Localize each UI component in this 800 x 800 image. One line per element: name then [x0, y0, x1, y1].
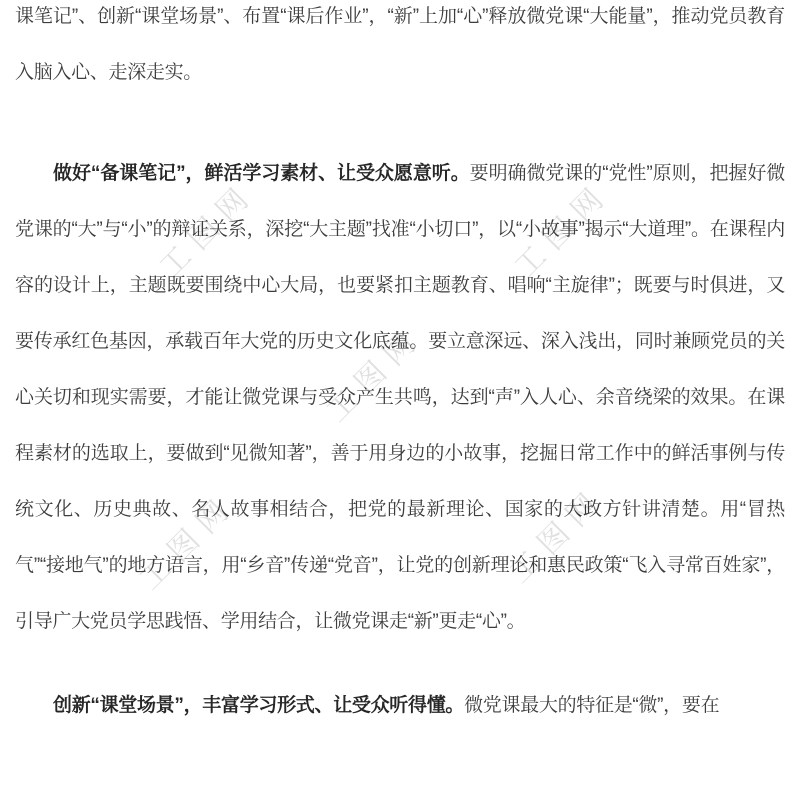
paragraph-lead: 做好“备课笔记”，鲜活学习素材、让受众愿意听。 — [53, 163, 470, 184]
watermark: 工图网 — [153, 176, 262, 285]
watermark: 工图网 — [133, 488, 242, 597]
paragraph-preparation — [15, 146, 785, 650]
paragraph-text: 课笔记”、创新“课堂场景”、布置“课后作业”，“新”上加“心”释放微党课“大能量”，推动党员教育入脑入心、走深走实。 — [15, 6, 785, 83]
paragraph-continuation — [15, 0, 785, 101]
paragraph-text: 要明确微党课的“党性”原则，把握好微党课的“大”与“小”的辩证关系，深挖“大主题”找准“小切口”，以“小故事”揭示“大道理”。在课程内容的设计上，主题既要围绕中心大局，也要紧扣主题教育、唱响“主旋律”；既要与时俱进，又要传承红色基因，承载百年大党的历史文化底蕴。要立意深远、深入浅出，同时兼顾党员的关心关切和现实需要，才能让微党课与受众产生共鸣，达到“声”入人心、余音绕梁的效果。在课程素材的选取上，要做到“见微知著”，善于用身边的小故事，挖掘日常工作中的鲜活事例与传统文化、历史典故、名人故事相结合，把党的最新理论、国家的大政方针讲清楚。用“冒热气”“接地气”的地方语言，用“乡音”传递“党音”，让党的创新理论和惠民政策“飞入寻常百姓家”，引导广大党员学思践悟、学用结合，让微党课走“新”更走“心”。 — [15, 163, 785, 632]
paragraph-lead: 创新“课堂场景”，丰富学习形式、让受众听得懂。 — [53, 695, 465, 716]
watermark: 工图网 — [320, 320, 429, 429]
watermark: 工图网 — [508, 176, 617, 285]
paragraph-text: 微党课最大的特征是“微”，要在 — [464, 695, 720, 716]
paragraph-classroom-scene — [15, 678, 785, 734]
watermark: 工图网 — [503, 481, 612, 590]
